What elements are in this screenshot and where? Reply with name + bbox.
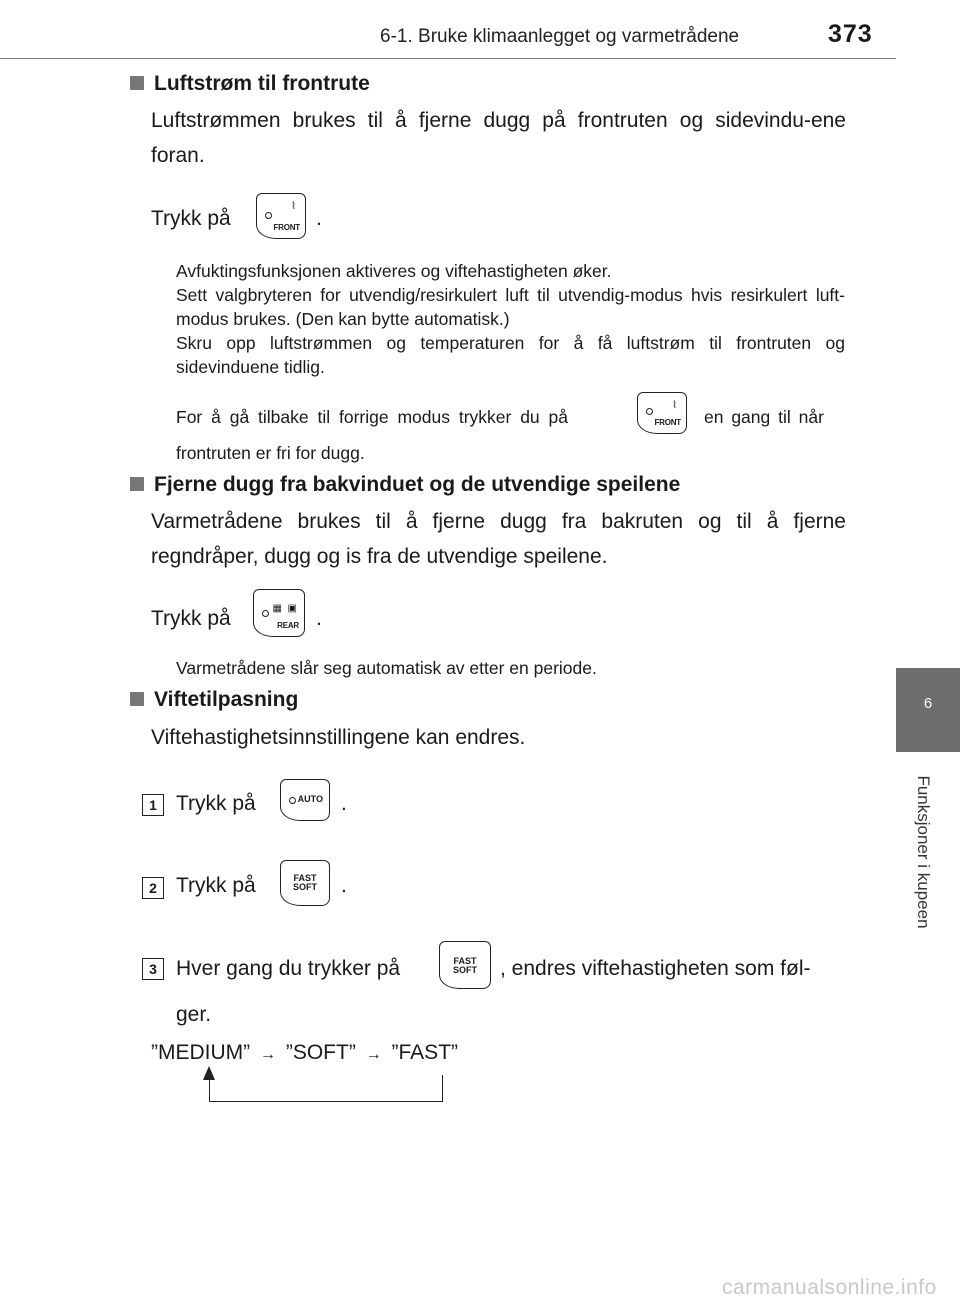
bullet-square-icon [130, 692, 144, 706]
loop-line [209, 1078, 210, 1102]
chapter-tab [896, 668, 960, 752]
bullet-square-icon [130, 76, 144, 90]
mirror-heater-icon: ▣ [287, 603, 297, 614]
note-airflow: Skru opp luftstrømmen og temperaturen for å få luftstrøm til frontruten og sidevinduene tidlig. [176, 333, 845, 377]
note-return-prefix: For å gå tilbake til forrige modus trykker du på [176, 407, 568, 427]
step-prefix: Hver gang du trykker på [176, 957, 401, 980]
fan-speed-cycle [151, 1041, 458, 1065]
chapter-number: 6 [923, 695, 933, 712]
note-auto-off: Varmetrådene slår seg automatisk av etter en periode. [176, 658, 597, 678]
step-prefix: Trykk på [176, 792, 256, 815]
button-label: FAST SOFT [293, 873, 317, 892]
front-defrost-icon: ⌇ [672, 400, 677, 411]
fast-soft-button[interactable] [280, 860, 330, 906]
rear-defrost-button[interactable] [253, 589, 305, 637]
indicator-light-icon [265, 212, 272, 219]
cycle-fast: ”FAST” [391, 1041, 459, 1064]
step-number: 3 [142, 958, 164, 980]
indicator-light-icon [646, 408, 653, 415]
loop-line [209, 1101, 443, 1102]
step-suffix: . [341, 792, 347, 815]
indicator-light-icon [262, 610, 269, 617]
note-recirculation: Sett valgbryteren for utvendig/resirkulert luft til utvendig-modus hvis resirkulert luft-modus brukes. (Den kan bytte automatisk.) [176, 285, 845, 329]
front-defrost-icon: ⌇ [291, 201, 296, 212]
indicator-light-icon [289, 797, 296, 804]
chapter-title: Funksjoner i kupeen [914, 775, 933, 929]
front-defrost-button-inline[interactable] [637, 392, 687, 434]
arrow-right-icon: → [260, 1046, 276, 1063]
step-number: 2 [142, 877, 164, 899]
section-heading-rear: Fjerne dugg fra bakvinduet og de utvendige speilene [130, 473, 680, 497]
section-heading-fan: Viftetilpasning [130, 688, 298, 712]
auto-button[interactable] [280, 779, 330, 821]
section-body-fan: Viftehastighetsinnstillingene kan endres. [151, 726, 526, 749]
cycle-soft: ”SOFT” [285, 1041, 356, 1064]
note-return-line2: frontruten er fri for dugg. [176, 443, 365, 463]
header-divider [0, 58, 896, 59]
step-line2: ger. [176, 1003, 212, 1026]
button-label: AUTO [297, 794, 323, 804]
step-suffix: . [341, 874, 347, 897]
step-prefix: Trykk på [176, 874, 256, 897]
watermark: carmanualsonline.info [722, 1276, 937, 1299]
note-return-suffix: en gang til når [704, 407, 824, 427]
fast-soft-button-inline[interactable] [439, 941, 491, 989]
rear-defrost-icon: ▦ [272, 603, 282, 614]
loop-line [442, 1075, 443, 1102]
note-dehumidify: Avfuktingsfunksjonen aktiveres og viftehastigheten øker. [176, 261, 612, 281]
button-label: FRONT [654, 418, 681, 427]
section-body-rear: Varmetrådene brukes til å fjerne dugg fra bakruten og til å fjerne regndråper, dugg og is fra de utvendige speilene. [151, 510, 846, 568]
button-label: FRONT [273, 223, 300, 232]
press-prefix: Trykk på [151, 607, 231, 630]
cycle-medium: ”MEDIUM” [151, 1041, 251, 1064]
button-label: REAR [277, 621, 299, 630]
step-number: 1 [142, 794, 164, 816]
press-suffix: . [316, 207, 322, 230]
step-suffix: , endres viftehastigheten som føl- [500, 957, 811, 980]
section-body-windshield: Luftstrømmen brukes til å fjerne dugg på frontruten og sidevindu-ene foran. [151, 109, 846, 167]
section-heading-windshield: Luftstrøm til frontrute [130, 72, 370, 96]
front-defrost-button[interactable] [256, 193, 306, 239]
section-title: 6-1. Bruke klimaanlegget og varmetrådene [380, 26, 740, 47]
chapter-title-vertical [910, 760, 933, 950]
button-label: FAST SOFT [453, 956, 477, 975]
arrow-right-icon: → [365, 1046, 382, 1063]
bullet-square-icon [130, 477, 144, 491]
press-suffix: . [316, 607, 322, 630]
press-prefix: Trykk på [151, 207, 231, 230]
page-number: 373 [828, 20, 873, 48]
